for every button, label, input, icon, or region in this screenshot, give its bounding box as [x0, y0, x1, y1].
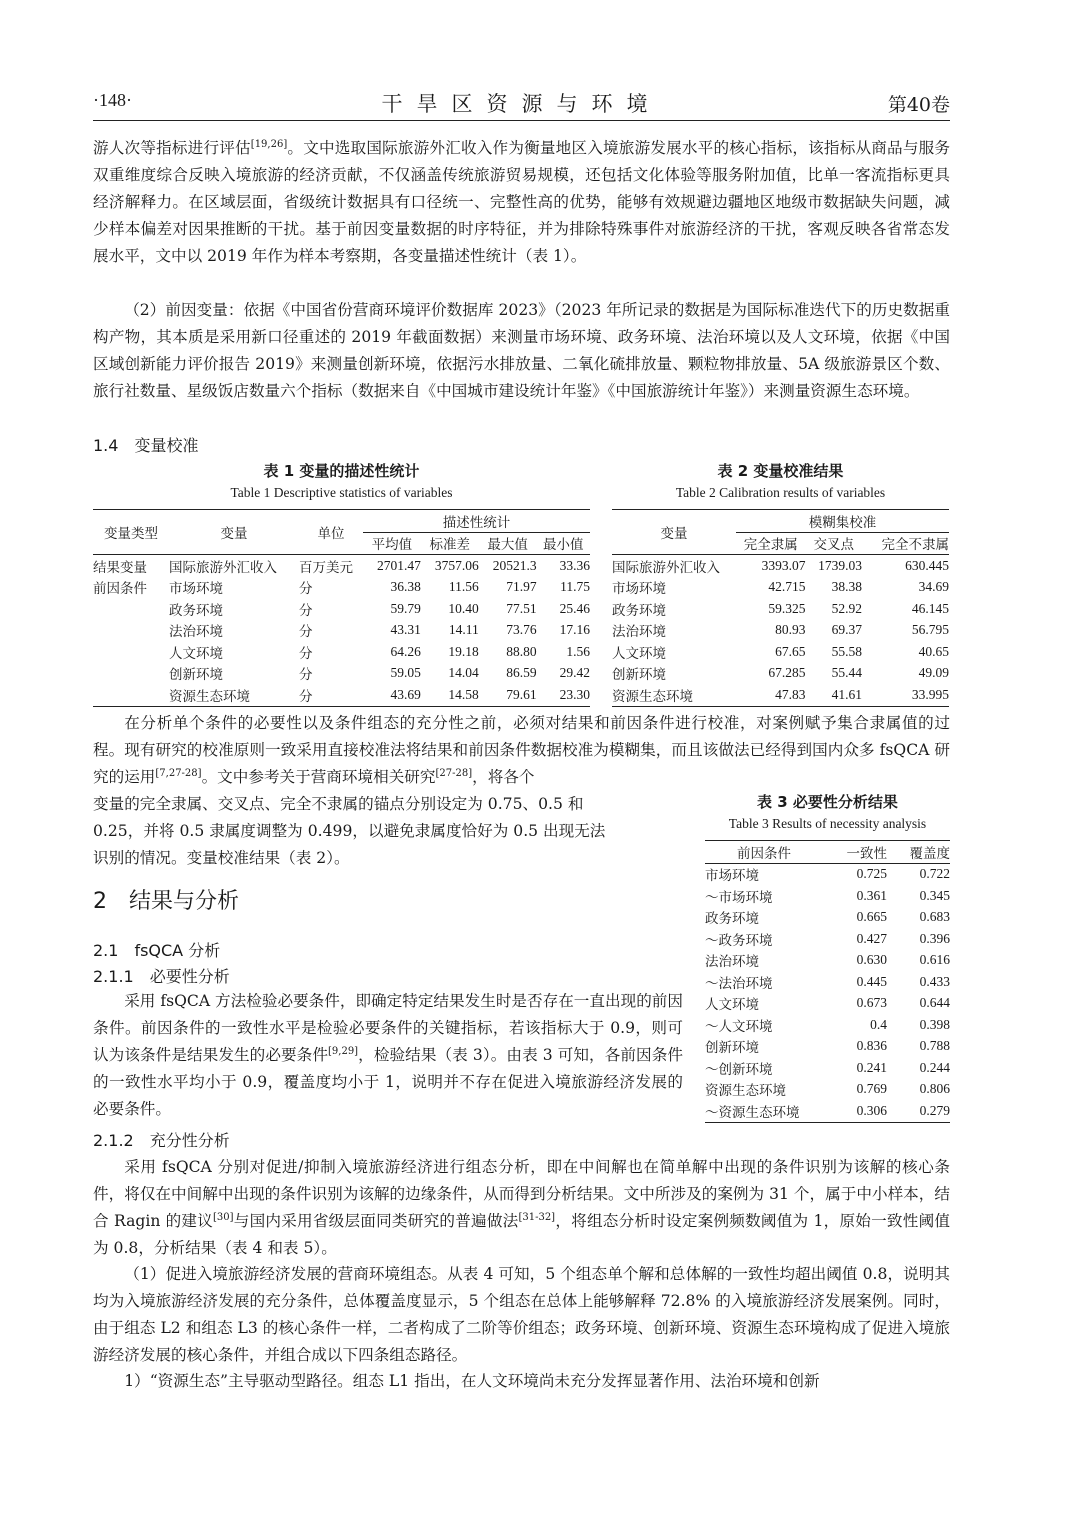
section-heading-2-1-2: 2.1.2 充分性分析 — [93, 1131, 230, 1150]
table3-cell-cond: ～创新环境 — [705, 1061, 773, 1078]
table3-cell-cons: 0.361 — [856, 887, 887, 903]
journal-title: 干旱区资源与环境 — [381, 92, 662, 116]
table1-cell-type — [93, 684, 169, 706]
table1-cell-max: 88.80 — [506, 643, 537, 659]
table2-cell-full: 42.715 — [768, 579, 806, 595]
table2-cell-non: 34.69 — [918, 579, 949, 595]
citation[interactable]: [7,27-28] — [155, 767, 202, 779]
table2-header-cross: 交叉点 — [813, 537, 855, 554]
table1-cell-min: 23.30 — [559, 686, 590, 702]
table3-cell-cons: 0.665 — [856, 909, 887, 925]
table1-cell-mean: 43.69 — [390, 686, 421, 702]
table-row — [612, 663, 949, 685]
citation[interactable]: [27-28] — [435, 767, 473, 779]
table3-cell-cons: 0.769 — [856, 1081, 887, 1097]
table3-cell-cons: 0.836 — [856, 1038, 887, 1054]
table1-cell-min: 17.16 — [559, 622, 590, 638]
table2-cell-full: 3393.07 — [761, 557, 806, 573]
table3-cell-cond: ～人文环境 — [705, 1018, 773, 1035]
table1-cell-mean: 2701.47 — [376, 557, 421, 573]
text-line: 变量的完全隶属、交叉点、完全不隶属的锚点分别设定为 0.75、0.5 和 — [93, 795, 584, 813]
section-heading-2: 2 结果与分析 — [93, 889, 239, 914]
table1-cell-mean: 64.26 — [390, 643, 421, 659]
table2-cell-full: 67.285 — [768, 665, 806, 681]
table3-cell-cond: 资源生态环境 — [705, 1083, 786, 1100]
citation[interactable]: [31-32] — [518, 1211, 556, 1223]
table2-cell-cross: 38.38 — [831, 579, 863, 595]
table1-cell-unit: 分 — [299, 645, 313, 662]
table1-cell-var: 政务环境 — [169, 602, 223, 619]
paragraph-calibration-continued — [93, 791, 683, 872]
table2-cell-non: 49.09 — [918, 665, 949, 681]
table3-cell-cov: 0.722 — [919, 866, 950, 882]
table-row — [705, 993, 950, 1015]
table1-header-type: 变量类型 — [93, 510, 169, 555]
table1-cell-min: 25.46 — [559, 600, 590, 616]
table-descriptive-statistics — [93, 509, 590, 707]
table2-cell-var: 人文环境 — [612, 645, 666, 662]
table1-cell-type — [93, 663, 169, 685]
table-row — [705, 928, 950, 950]
table3-cell-cov: 0.279 — [919, 1102, 950, 1118]
table-row — [93, 663, 590, 685]
table1-header-var: 变量 — [169, 510, 299, 555]
table-calibration-results — [612, 509, 949, 707]
table2-cell-var: 创新环境 — [612, 667, 666, 684]
table2-cell-var: 市场环境 — [612, 581, 666, 598]
table2-cell-var: 资源生态环境 — [612, 688, 693, 705]
table2-cell-var: 政务环境 — [612, 602, 666, 619]
section-heading-1-4: 1.4 变量校准 — [93, 436, 199, 455]
table3-header-cond: 前因条件 — [737, 845, 791, 862]
table-row — [705, 863, 950, 885]
table1-cell-max: 20521.3 — [492, 557, 537, 573]
table2-header-var: 变量 — [612, 510, 736, 555]
table2-cell-non: 630.445 — [905, 557, 949, 573]
table3-cell-cov: 0.244 — [919, 1059, 950, 1075]
paragraph-calibration: 在分析单个条件的必要性以及条件组态的充分性之前，必须对结果和前因条件进行校准，对案例赋予集合隶属值的过程。现有研究的校准原则一致采用直接校准法将结果和前因条件数据校准为模糊集，而且该做法已经得到国内众多 fsQCA 研究的运用[7,27-28]。文中参考关于营商环境相关研究[27-28]，将各个 — [93, 714, 950, 786]
table3-cell-cov: 0.644 — [919, 995, 950, 1011]
table1-cell-mean: 43.31 — [390, 622, 421, 638]
table2-caption-en: Table 2 Calibration results of variables — [675, 485, 886, 500]
table3-caption-en: Table 3 Results of necessity analysis — [728, 816, 927, 831]
table3-cell-cond: 人文环境 — [705, 997, 759, 1014]
text-line: 0.25，并将 0.5 隶属度调整为 0.499，以避免隶属度恰好为 0.5 出现无法 — [93, 821, 606, 840]
text-line: 识别的情况。变量校准结果（表 2）。 — [93, 848, 350, 867]
table2-cell-non: 46.145 — [911, 600, 949, 616]
table1-caption: 表 1 变量的描述性统计 — [263, 462, 420, 480]
table-row — [93, 684, 590, 706]
table-row — [705, 1057, 950, 1079]
table3-cell-cons: 0.427 — [856, 930, 887, 946]
table1-cell-max: 86.59 — [506, 665, 537, 681]
table3-cell-cov: 0.396 — [919, 930, 950, 946]
table3-cell-cond: ～资源生态环境 — [705, 1104, 800, 1121]
table1-header-min: 最小值 — [543, 537, 584, 554]
table-row — [705, 907, 950, 929]
section-heading-2-1-1: 2.1.1 必要性分析 — [93, 967, 230, 986]
table-row — [612, 641, 949, 663]
table3-cell-cons: 0.673 — [856, 995, 887, 1011]
table2-cell-non: 56.795 — [911, 622, 949, 638]
table1-cell-var: 人文环境 — [169, 645, 223, 662]
table-row — [612, 620, 949, 642]
table1-cell-unit: 百万美元 — [299, 559, 353, 576]
table-row — [612, 555, 949, 577]
table3-caption: 表 3 必要性分析结果 — [757, 793, 898, 811]
table1-cell-mean: 36.38 — [390, 579, 421, 595]
table1-header-max: 最大值 — [487, 537, 528, 554]
table1-cell-min: 11.75 — [560, 579, 590, 595]
table3-cell-cov: 0.616 — [919, 952, 950, 968]
table-row — [705, 1036, 950, 1058]
page-number: ·148· — [93, 90, 132, 110]
table-row — [705, 971, 950, 993]
table-necessity-analysis — [705, 840, 950, 1123]
table2-header-full: 完全隶属 — [743, 537, 798, 554]
table3-cell-cons: 0.445 — [856, 973, 887, 989]
table3-cell-cond: 法治环境 — [705, 954, 759, 971]
table3-cell-cov: 0.345 — [919, 887, 950, 903]
citation[interactable]: [30] — [213, 1211, 234, 1223]
table1-cell-type: 结果变量 — [93, 559, 147, 576]
table1-cell-var: 创新环境 — [169, 667, 223, 684]
table2-cell-full: 59.325 — [768, 600, 806, 616]
table2-header-group: 模糊集校准 — [736, 510, 949, 533]
running-header — [93, 88, 950, 121]
paragraph-configurations: （1）促进入境旅游经济发展的营商环境组态。从表 4 可知，5 个组态单个解和总体解的一致性均超出阈值 0.8，说明其均为入境旅游经济发展的充分条件，总体覆盖度显示，5 个组态在总体上能够解释 72.8% 的入境旅游经济发展案例。同时，由于组态 L2 和组态 L3 的核心条件一样，二者构成了二阶等价组态；政务环境、创新环境、资源生态环境构成了促进入境旅游经济发展的核心条件，并组合成以下四条组态路径。 — [93, 1265, 950, 1364]
table3-cell-cond: ～政务环境 — [705, 932, 773, 949]
table-row — [93, 577, 590, 599]
table1-header-group: 描述性统计 — [363, 510, 590, 533]
table1-cell-sd: 11.56 — [448, 579, 479, 595]
table1-cell-min: 1.56 — [566, 643, 590, 659]
table3-cell-cons: 0.725 — [856, 866, 887, 882]
table1-cell-max: 73.76 — [506, 622, 537, 638]
table2-cell-cross: 52.92 — [831, 600, 863, 616]
table-row — [612, 577, 949, 599]
table-row — [705, 950, 950, 972]
table1-cell-max: 79.61 — [506, 686, 537, 702]
table3-cell-cov: 0.398 — [919, 1016, 950, 1032]
table1-cell-type — [93, 641, 169, 663]
paragraph-antecedent-variables: （2）前因变量：依据《中国省份营商环境评价数据库 2023》（2023 年所记录的数据是为国际标准迭代下的历史数据重构产物，其本质是采用新口径重述的 2019 年截面数据）来测量市场环境、政务环境、法治环境以及人文环境，依据《中国区域创新能力评价报告 2019》来测量创新环境，依据污水排放量、二氧化硫排放量、颗粒物排放量、5A 级旅游景区个数、旅行社数量、星级饭店数量六个指标（数据来自《中国城市建设统计年鉴》《中国旅游统计年鉴》）来测量资源生态环境。 — [93, 301, 950, 400]
table1-cell-type — [93, 620, 169, 642]
table-row — [612, 598, 949, 620]
table-row — [612, 684, 949, 706]
table1-header-mean: 平均值 — [371, 537, 413, 554]
table1-header-sd: 标准差 — [429, 537, 471, 554]
section-heading-2-1: 2.1 fsQCA 分析 — [93, 941, 221, 960]
table3-cell-cov: 0.806 — [919, 1081, 950, 1097]
table1-cell-var: 国际旅游外汇收入 — [169, 559, 277, 576]
table2-cell-var: 法治环境 — [612, 624, 666, 641]
table1-cell-max: 71.97 — [506, 579, 537, 595]
paragraph-path-1: 1）“资源生态”主导驱动型路径。组态 L1 指出，在人文环境尚未充分发挥显著作用、法治环境和创新 — [124, 1372, 820, 1390]
table3-cell-cond: 创新环境 — [705, 1040, 759, 1057]
table1-cell-unit: 分 — [299, 667, 313, 684]
table1-cell-max: 77.51 — [506, 600, 537, 616]
table2-cell-cross: 41.61 — [831, 686, 863, 702]
table3-cell-cons: 0.241 — [856, 1059, 887, 1075]
table2-cell-cross: 55.44 — [831, 665, 863, 681]
table-row — [93, 641, 590, 663]
table2-cell-cross: 55.58 — [831, 643, 863, 659]
table3-cell-cond: 政务环境 — [705, 911, 759, 928]
table-row — [93, 620, 590, 642]
table1-cell-sd: 3757.06 — [434, 557, 479, 573]
table-row — [705, 1079, 950, 1101]
table1-header-unit: 单位 — [299, 510, 363, 555]
table3-cell-cov: 0.788 — [919, 1038, 950, 1054]
table1-cell-type: 前因条件 — [93, 581, 147, 598]
table1-cell-mean: 59.05 — [390, 665, 421, 681]
table1-cell-mean: 59.79 — [390, 600, 421, 616]
table2-cell-cross: 1739.03 — [818, 557, 863, 573]
table1-cell-min: 33.36 — [559, 557, 590, 573]
paragraph-necessity: 采用 fsQCA 方法检验必要条件，即确定特定结果发生时是否存在一直出现的前因条件。前因条件的一致性水平是检验必要条件的关键指标，若该指标大于 0.9，则可认为该条件是结果发生的必要条件[9,29]，检验结果（表 3）。由表 3 可知，各前因条件的一致性水平均小于 0.9，覆盖度均小于 1，说明并不存在促进入境旅游经济发展的必要条件。 — [93, 992, 683, 1118]
citation[interactable]: [9,29] — [328, 1045, 359, 1057]
table1-cell-sd: 10.40 — [448, 600, 479, 616]
table2-header-non: 完全不隶属 — [881, 537, 949, 554]
table2-cell-non: 40.65 — [918, 643, 949, 659]
table3-cell-cons: 0.630 — [856, 952, 887, 968]
table1-cell-var: 资源生态环境 — [169, 688, 250, 705]
paragraph-sufficiency: 采用 fsQCA 分别对促进/抑制入境旅游经济进行组态分析，即在中间解也在简单解中出现的条件识别为该解的核心条件，将仅在中间解中出现的条件识别为该解的边缘条件，从而得到分析结果。文中所涉及的案例为 31 个，属于中小样本，结合 Ragin 的建议[30]与国内采用省级层面同类研究的普遍做法[31-32]，将组态分析时设定案例频数阈值为 1，原始一致性阈值为 0.8，分析结果（表 4 和表 5）。 — [93, 1158, 950, 1257]
table1-cell-unit: 分 — [299, 581, 313, 598]
table2-cell-full: 80.93 — [775, 622, 806, 638]
table-row — [705, 1100, 950, 1122]
table1-cell-var: 法治环境 — [169, 624, 223, 641]
citation[interactable]: [19,26] — [250, 138, 288, 150]
table1-cell-unit: 分 — [299, 688, 313, 705]
table2-cell-full: 47.83 — [775, 686, 806, 702]
table1-cell-sd: 19.18 — [448, 643, 479, 659]
table3-header-cov: 覆盖度 — [909, 845, 950, 862]
table1-cell-unit: 分 — [299, 602, 313, 619]
table2-caption: 表 2 变量校准结果 — [717, 462, 844, 480]
table1-cell-sd: 14.04 — [448, 665, 479, 681]
paragraph-data-sources: 游人次等指标进行评估[19,26]。文中选取国际旅游外汇收入作为衡量地区入境旅游发展水平的核心指标，该指标从商品与服务双重维度综合反映入境旅游的经济贡献，不仅涵盖传统旅游贸易规模，还包括文化体验等服务附加值，比单一客流指标更具经济解释力。在区域层面，省级统计数据具有口径统一、完整性高的优势，能够有效规避边疆地区地级市数据缺失问题，减少样本偏差对因果推断的干扰。基于前因变量数据的时序特征，并为排除特殊事件对旅游经济的干扰，客观反映各省常态发展水平，文中以 2019 年作为样本考察期，各变量描述性统计（表 1）。 — [93, 138, 950, 265]
table1-cell-type — [93, 598, 169, 620]
table3-cell-cond: ～市场环境 — [705, 889, 773, 906]
table3-cell-cons: 0.306 — [856, 1102, 887, 1118]
table3-header-cons: 一致性 — [846, 845, 887, 862]
table1-cell-unit: 分 — [299, 624, 313, 641]
table1-caption-en: Table 1 Descriptive statistics of variables — [230, 485, 453, 500]
table-row — [705, 885, 950, 907]
table3-cell-cov: 0.683 — [919, 909, 950, 925]
table2-cell-full: 67.65 — [775, 643, 806, 659]
table3-cell-cov: 0.433 — [919, 973, 950, 989]
table-row — [705, 1014, 950, 1036]
table3-cell-cond: 市场环境 — [705, 868, 759, 885]
table-row — [93, 555, 590, 577]
table2-cell-var: 国际旅游外汇收入 — [612, 559, 720, 576]
table1-cell-sd: 14.58 — [448, 686, 479, 702]
volume-label: 第40卷 — [887, 94, 950, 116]
table2-cell-cross: 69.37 — [831, 622, 863, 638]
table-row — [93, 598, 590, 620]
table1-cell-var: 市场环境 — [169, 581, 223, 598]
table1-cell-sd: 14.11 — [448, 622, 479, 638]
table3-cell-cond: ～法治环境 — [705, 975, 773, 992]
table3-cell-cons: 0.4 — [870, 1016, 887, 1032]
table2-cell-non: 33.995 — [911, 686, 949, 702]
table1-cell-min: 29.42 — [559, 665, 590, 681]
